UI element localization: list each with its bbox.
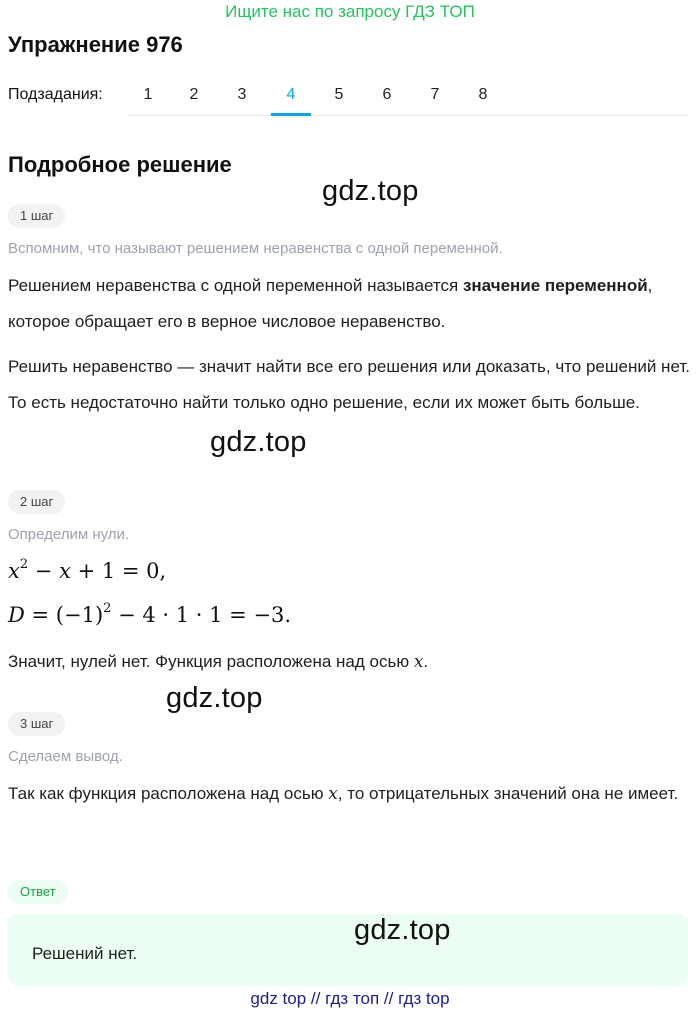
- conclusion-text: Значит, нулей нет. Функция расположена над осью: [8, 652, 414, 671]
- watermark: gdz.top: [210, 426, 307, 458]
- equation-discriminant: [8, 601, 291, 627]
- var-x: x: [413, 652, 424, 672]
- subtask-tab-2[interactable]: 2: [189, 86, 199, 103]
- var-x: x: [328, 784, 338, 804]
- answer-box: [8, 914, 688, 986]
- step-2-badge: 2 шаг: [8, 490, 65, 514]
- step-1-explanation: Решить неравенство — значит найти все его решения или доказать, что решений нет. То есть недостаточно найти только одно решение, если их может быть больше.: [8, 357, 690, 412]
- step-1-definition: [8, 268, 692, 340]
- subtask-tab-6[interactable]: 6: [382, 86, 392, 103]
- answer-badge: Ответ: [8, 880, 68, 904]
- top-banner: Ищите нас по запросу ГДЗ ТОП: [225, 2, 475, 21]
- definition-text-end: , которое обращает его в верное числовое неравенство.: [8, 276, 653, 331]
- conclusion-end: .: [423, 652, 429, 671]
- solution-title: Подробное решение: [8, 152, 232, 177]
- exercise-title: Упражнение 976: [8, 32, 183, 57]
- equation-part: = (−1): [24, 603, 104, 627]
- step-3-hint: Сделаем вывод.: [8, 748, 123, 765]
- subtask-tab-8[interactable]: 8: [478, 86, 488, 103]
- exponent: 2: [103, 601, 112, 616]
- equation-part: + 1 = 0,: [70, 559, 167, 583]
- subtask-tab-5[interactable]: 5: [334, 86, 344, 103]
- subtask-tab-4[interactable]: 4: [271, 78, 311, 116]
- exponent: 2: [19, 557, 29, 572]
- subtask-tab-1[interactable]: 1: [143, 86, 153, 103]
- var-x: x: [59, 559, 71, 583]
- step-3-badge: 3 шаг: [8, 712, 65, 736]
- equation-part: −: [28, 559, 60, 583]
- equation-part: − 4 · 1 · 1 = −3.: [111, 603, 292, 627]
- step-2-hint: Определим нули.: [8, 526, 130, 543]
- subtask-tab-7[interactable]: 7: [430, 86, 440, 103]
- conclusion-text-end: , то отрицательных значений она не имеет.: [337, 784, 679, 803]
- watermark: gdz.top: [354, 914, 451, 946]
- var-x: x: [8, 559, 20, 583]
- watermark: gdz.top: [322, 175, 419, 207]
- step-3-conclusion: [8, 776, 692, 812]
- step-1-badge: 1 шаг: [8, 204, 65, 228]
- subtask-tab-3[interactable]: 3: [237, 86, 247, 103]
- watermark: gdz.top: [166, 682, 263, 714]
- definition-text: Решением неравенства с одной переменной называется: [8, 276, 463, 295]
- subtasks-nav: [8, 78, 688, 116]
- step-2-conclusion: [8, 644, 692, 680]
- bottom-banner: gdz top // гдз топ // гдз top: [250, 989, 450, 1008]
- var-d: D: [8, 603, 25, 627]
- subtasks-label: Подзадания:: [8, 86, 103, 103]
- answer-text: Решений нет.: [32, 944, 138, 963]
- equation-zeros: [8, 557, 166, 583]
- definition-bold-term: значение переменной: [462, 276, 648, 295]
- step-1-hint: Вспомним, что называют решением неравенства с одной переменной.: [8, 240, 503, 257]
- conclusion-text: Так как функция расположена над осью: [8, 784, 329, 803]
